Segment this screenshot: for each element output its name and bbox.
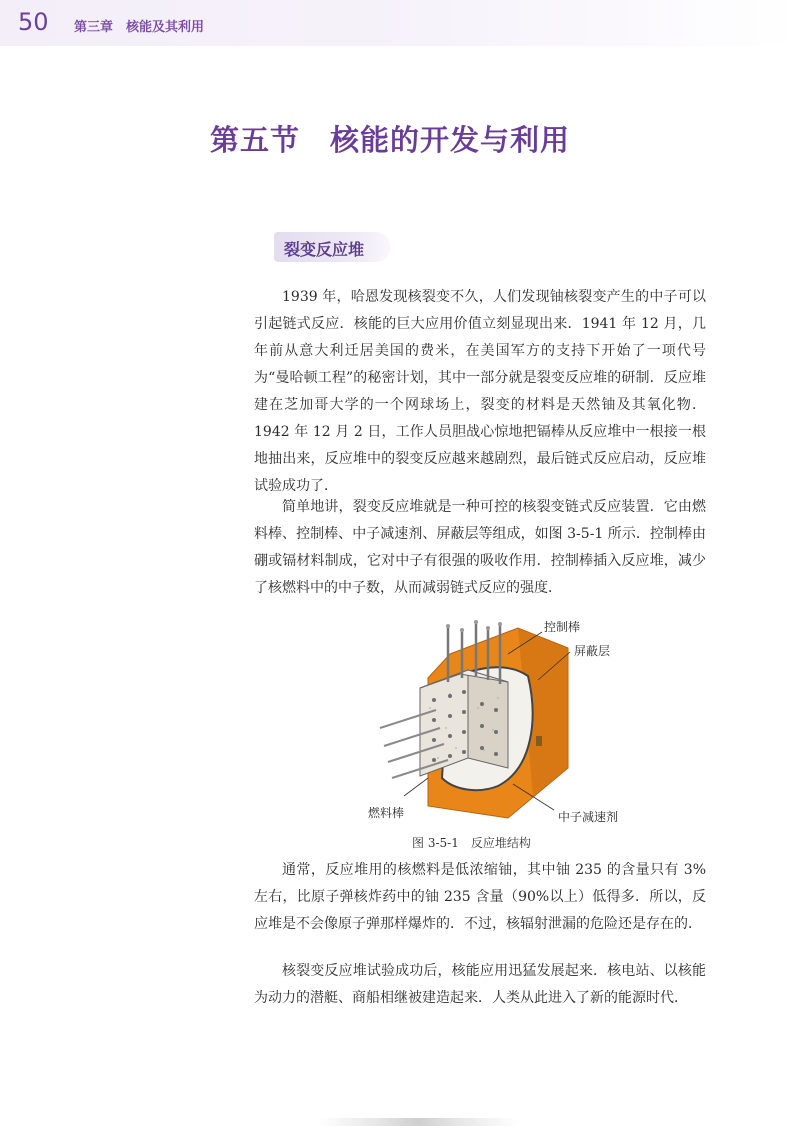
reactor-illustration — [358, 618, 678, 830]
section-title: 第五节 核能的开发与利用 — [210, 123, 571, 157]
moderator-label: 中子减速剂 — [558, 810, 619, 824]
footer-bar — [318, 1118, 518, 1126]
control-rod-label: 控制棒 — [544, 620, 581, 634]
paragraph-3: 通常，反应堆用的核燃料是低浓缩铀，其中铀 235 的含量只有 3%左右，比原子弹核炸药中的铀 235 含量（90%以上）低得多．所以，反应堆是不会像原子弹那样爆炸的．不过，核辐射泄漏的危险还是存在的． — [254, 862, 706, 932]
subsection-heading — [274, 232, 390, 262]
paragraph-1: 1939 年，哈恩发现核裂变不久，人们发现铀核裂变产生的中子可以引起链式反应．核能的巨大应用价值立刻显现出来．1941 年 12 月，几年前从意大利迁居美国的费米，在美国军方的支持下开始了一项代号为“曼哈顿工程”的秘密计划，其中一部分就是裂变反应堆的研制．反应堆建在芝加哥大学的一个网球场上，裂变的材料是天然铀及其氧化物．1942 年 12 月 2 日，工作人员胆战心惊地把镉棒从反应堆中一根接一根地抽出来，反应堆中的裂变反应越来越剧烈，最后链式反应启动，反应堆试验成功了． — [254, 289, 706, 494]
shield-layer-label: 屏蔽层 — [574, 644, 611, 658]
figure-caption: 图 3-5-1 反应堆结构 — [412, 836, 531, 850]
paragraph-2: 简单地讲，裂变反应堆就是一种可控的核裂变链式反应装置．它由燃料棒、控制棒、中子减速剂、屏蔽层等组成，如图 3-5-1 所示．控制棒由硼或镉材料制成，它对中子有很强的吸收作用．控制棒插入反应堆，减少了核燃料中的中子数，从而减弱链式反应的强度． — [254, 499, 706, 596]
subsection-label: 裂变反应堆 — [284, 240, 365, 259]
fuel-rod-label: 燃料棒 — [368, 806, 405, 820]
page-number: 50 — [18, 8, 49, 36]
header-band — [0, 0, 800, 46]
paragraph-4: 核裂变反应堆试验成功后，核能应用迅猛发展起来．核电站、以核能为动力的潜艇、商船相继被建造起来．人类从此进入了新的能源时代． — [254, 963, 706, 1006]
reactor-figure — [358, 618, 678, 830]
chapter-title: 第三章 核能及其利用 — [74, 20, 205, 35]
